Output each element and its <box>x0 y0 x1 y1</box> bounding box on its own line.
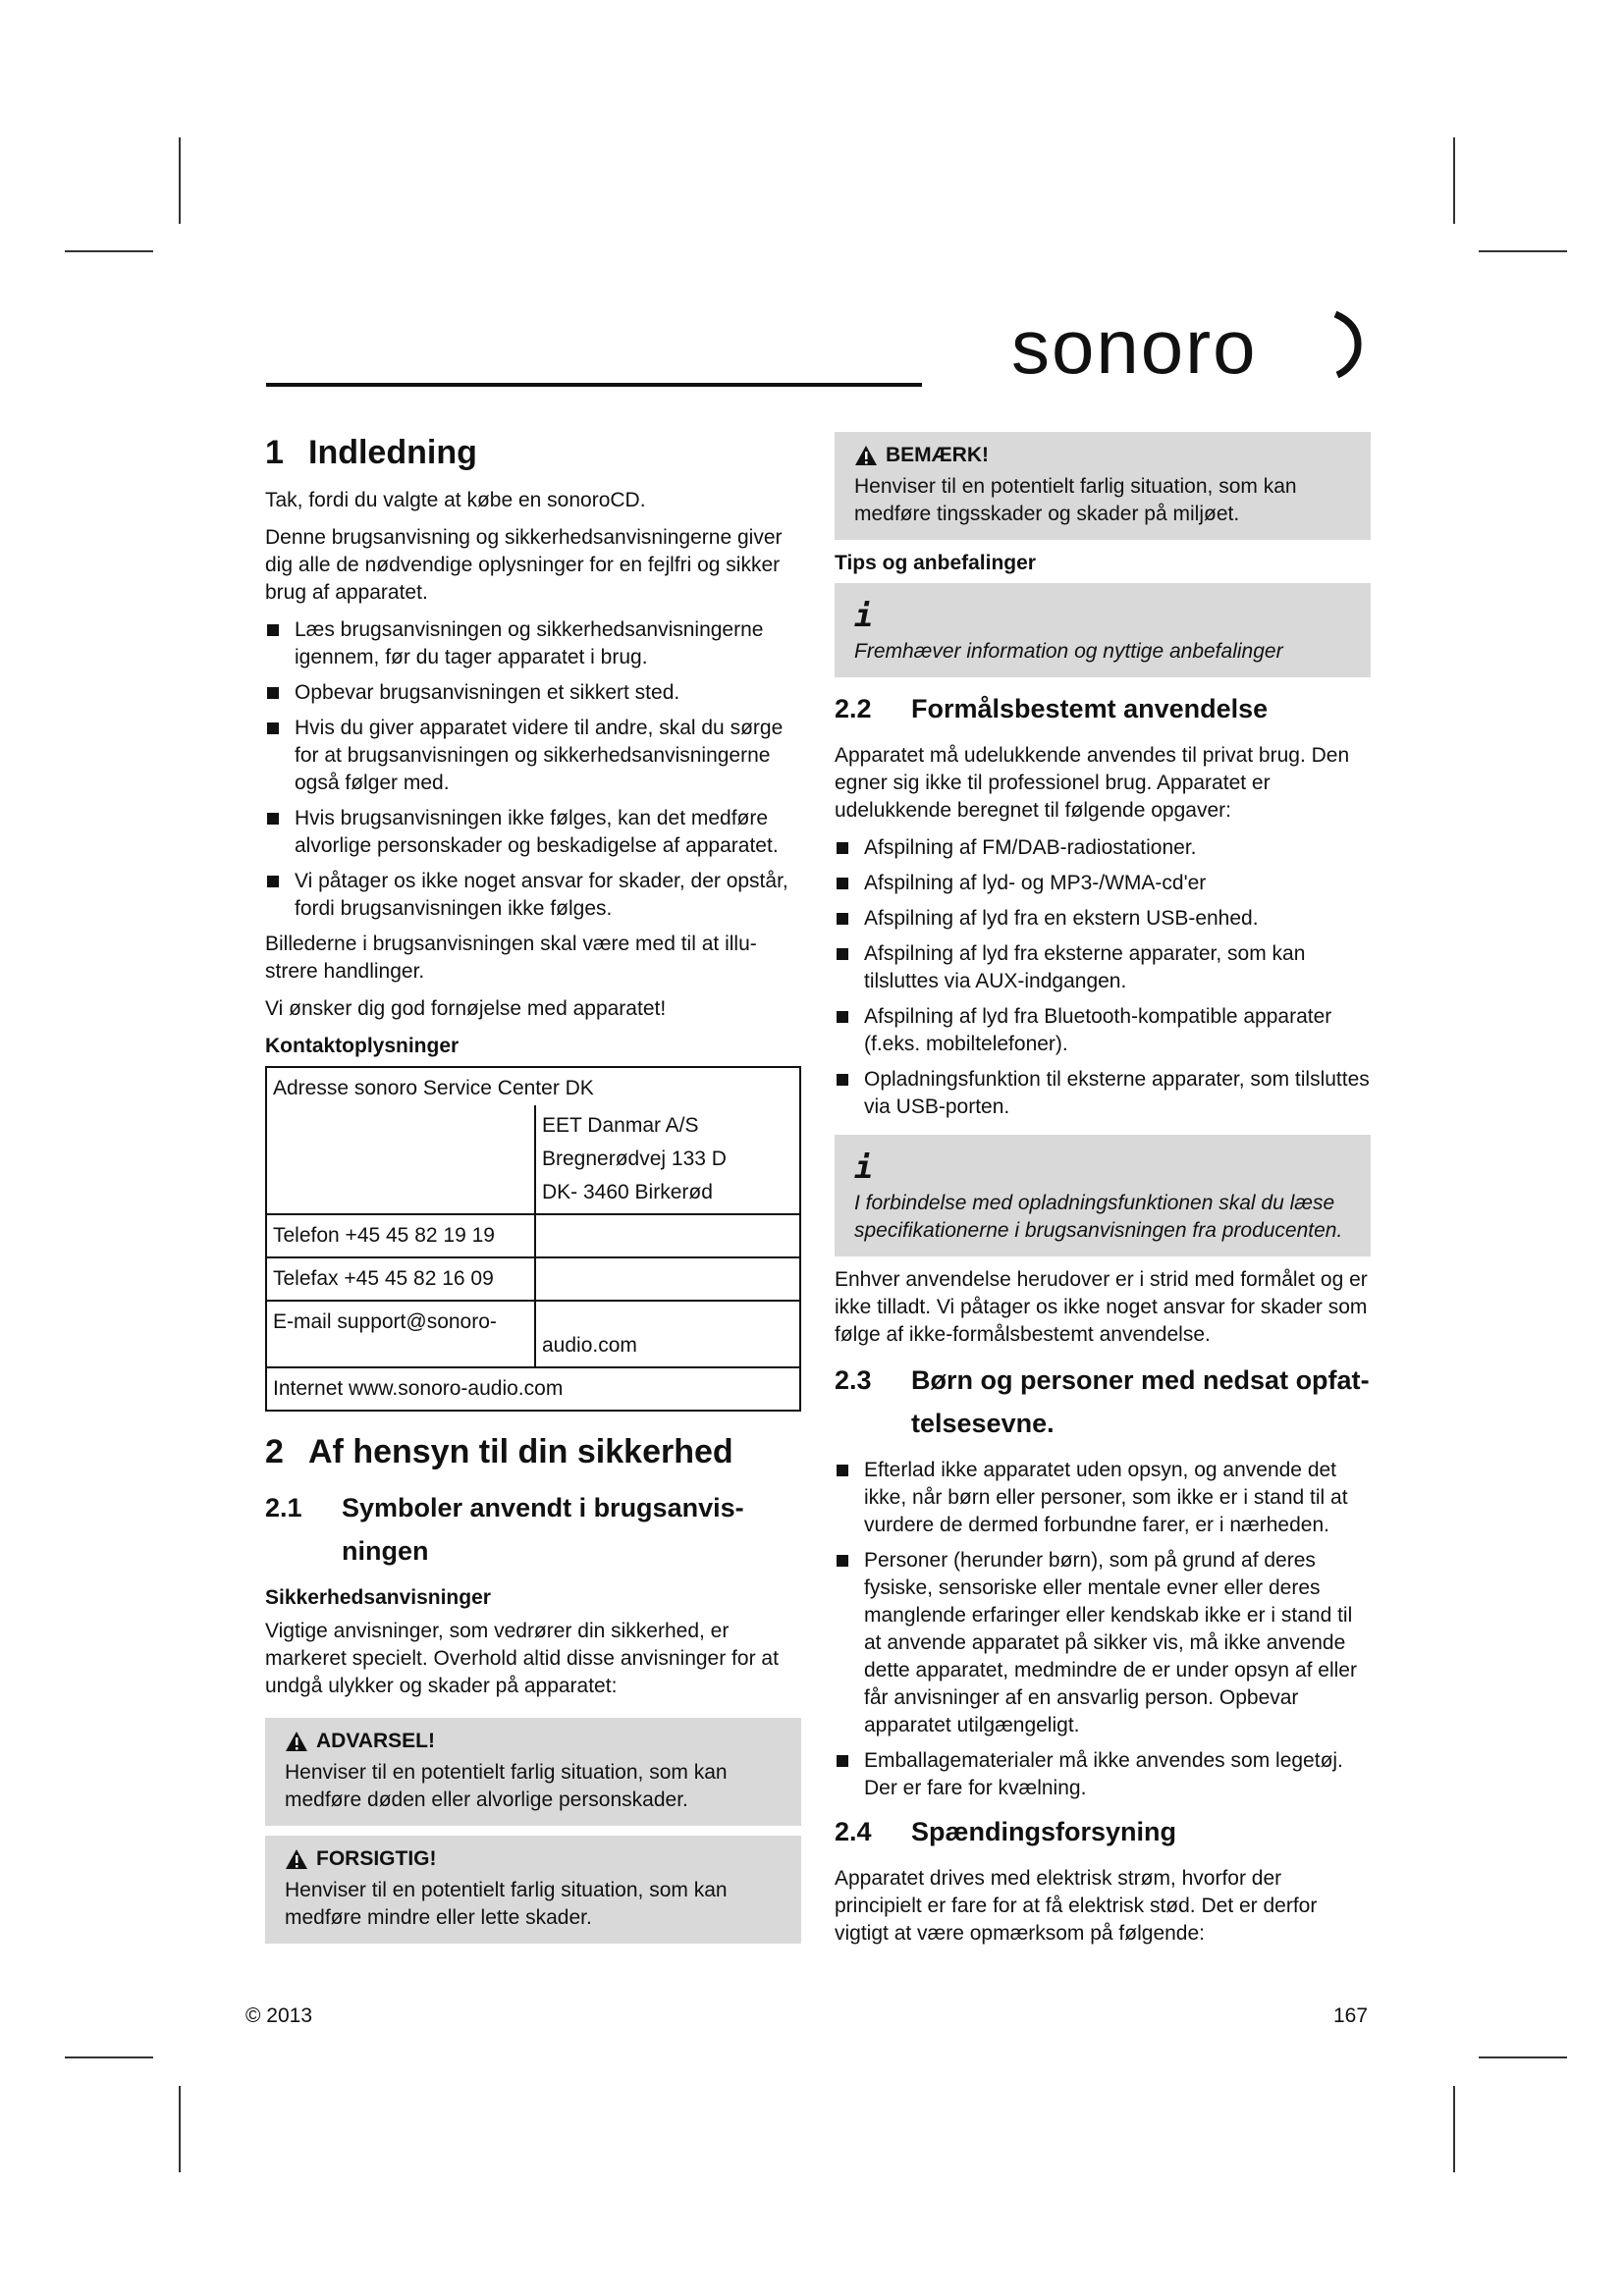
list-item: Afspilning af lyd- og MP3-/WMA-cd'er <box>835 870 1371 897</box>
list-item: Emballagematerialer må ikke anvendes som legetøj. Der er fare for kvælning. <box>835 1747 1371 1802</box>
crop-mark <box>65 250 153 252</box>
misuse-text: Enhver anvendelse herudover er i strid med formålet og er ikke tilladt. Vi påtager os ikke noget ansvar for skader som følge af ikke-formålsbestemt anvendelse. <box>835 1268 1368 1346</box>
page-number: 167 <box>1333 2004 1369 2027</box>
email-rest: audio.com <box>535 1301 800 1367</box>
sonoro-logo <box>1011 306 1375 390</box>
header-rule <box>266 383 922 387</box>
warning-box: ADVARSEL! Henviser til en potentielt farlig situation, som kan medføre døden eller alvorlige personskader. <box>265 1718 801 1826</box>
warning-icon <box>854 445 878 466</box>
intro-text: Tak, fordi du valgte at købe en sonoroCD. <box>265 489 646 511</box>
warning-icon <box>285 1848 308 1870</box>
list-item: Afspilning af lyd fra eksterne apparater, som kan tilsluttes via AUX-indgangen. <box>835 940 1371 995</box>
tips-box: i Fremhæver information og nyttige anbefalinger <box>835 583 1371 677</box>
svg-text:sonoro: sonoro <box>1011 306 1258 385</box>
subsection-2-1: 2.1 Symboler anvendt i brugsanvisningen <box>265 1493 744 1566</box>
list-item: Læs brugsanvisningen og sikkerhedsanvisningerne igennem, før du tager apparatet i brug. <box>265 616 801 671</box>
info-icon: i <box>854 1148 874 1186</box>
list-item: Afspilning af lyd fra en ekstern USB-enhed. <box>835 905 1371 933</box>
address-lines: EET Danmar A/S Bregnerødvej 133 D DK- 3460 Birkerød <box>535 1105 800 1214</box>
list-item: Opladningsfunktion til eksterne apparater, som tilsluttes via USB-porten. <box>835 1066 1371 1121</box>
list-item: Afspilning af lyd fra Bluetooth-kompatible apparater (f.eks. mobiltelefoner). <box>835 1003 1371 1058</box>
subsection-2-4: 2.4 Spændingsforsyning <box>835 1817 1176 1846</box>
use-text: Apparatet må udelukkende anvendes til privat brug. Den egner sig ikke til professionel brug. Apparatet er udelukkende beregnet til følgende opgaver: <box>835 744 1350 822</box>
subsection-2-3: 2.3 Børn og personer med nedsat opfattelsesevne. <box>835 1365 1370 1438</box>
address-label: Adresse sonoro Service Center DK <box>266 1067 800 1105</box>
left-column <box>265 432 801 1953</box>
list-item: Personer (herunder børn), som på grund af deres fysiske, sensoriske eller mentale evner eller deres manglende erfaringer eller kendskab ikke er i stand til at anvende apparatet på sikker vis, må ikke anvende dette apparatet, medmindre de er under opsyn af eller får anvisninger af en ansvarlig person. Opbevar apparatet utilgængeligt. <box>835 1547 1371 1739</box>
safety-text: Vigtige anvisninger, som vedrører din sikkerhed, er markeret specielt. Overhold altid disse anvisninger for at undgå ulykker og skader på apparatet: <box>265 1620 779 1697</box>
contact-heading: Kontaktoplysninger <box>265 1035 460 1057</box>
info-box: i I forbindelse med opladningsfunktionen skal du læse specifikationerne i brugsanvisningen fra producenten. <box>835 1135 1371 1256</box>
phone: Telefon +45 45 82 19 19 <box>266 1214 535 1257</box>
crop-mark <box>179 137 181 224</box>
email-label: E-mail support@sonoro- <box>266 1301 535 1367</box>
crop-mark <box>1453 2086 1455 2172</box>
internet: Internet www.sonoro-audio.com <box>266 1367 800 1411</box>
outro-text: Billederne i brugsanvisningen skal være med til at illustrere handlinger. <box>265 933 757 983</box>
copyright: © 2013 <box>245 2004 313 2027</box>
list-item: Hvis du giver apparatet videre til andre, skal du sørge for at brugsanvisningen og sikkerhedsanvisningerne også følger med. <box>265 715 801 797</box>
safety-heading: Sikkerhedsanvisninger <box>265 1586 491 1609</box>
caution-box: FORSIGTIG! Henviser til en potentielt farlig situation, som kan medføre mindre eller lette skader. <box>265 1836 801 1944</box>
crop-mark <box>1479 250 1567 252</box>
warning-icon <box>285 1731 308 1752</box>
right-column <box>835 432 1371 1957</box>
section-heading-2: 2 Af hensyn til din sikkerhed <box>265 1433 733 1470</box>
power-text: Apparatet drives med elektrisk strøm, hvorfor der principielt er fare for at få elektrisk stød. Det er derfor vigtigt at være opmærksom på følgende: <box>835 1867 1318 1945</box>
list-item: Hvis brugsanvisningen ikke følges, kan det medføre alvorlige personskader og beskadigelse af apparatet. <box>265 805 801 860</box>
crop-mark <box>65 2056 153 2058</box>
note-box: BEMÆRK! Henviser til en potentielt farlig situation, som kan medføre tingsskader og skader på miljøet. <box>835 432 1371 540</box>
subsection-2-2: 2.2 Formålsbestemt anvendelse <box>835 694 1269 723</box>
crop-mark <box>179 2086 181 2172</box>
fax: Telefax +45 45 82 16 09 <box>266 1257 535 1301</box>
intro-text: Denne brugsanvisning og sikkerhedsanvisningerne giver dig alle de nødvendige oplysninger for en fejlfri og sikker brug af apparatet. <box>265 526 783 604</box>
crop-mark <box>1479 2056 1567 2058</box>
outro-text: Vi ønsker dig god fornøjelse med apparatet! <box>265 997 667 1020</box>
list-item: Opbevar brugsanvisningen et sikkert sted. <box>265 679 801 707</box>
list-item: Efterlad ikke apparatet uden opsyn, og anvende det ikke, når børn eller personer, som ikke er i stand til at vurdere de dermed forbundne farer, er i nærheden. <box>835 1457 1371 1539</box>
crop-mark <box>1453 137 1455 224</box>
info-icon: i <box>854 597 874 634</box>
contact-table <box>265 1066 801 1412</box>
list-item: Vi påtager os ikke noget ansvar for skader, der opstår, fordi brugsanvisningen ikke følges. <box>265 868 801 923</box>
tips-heading: Tips og anbefalinger <box>835 552 1036 574</box>
section-heading-1: 1 Indledning <box>265 434 477 471</box>
list-item: Afspilning af FM/DAB-radiostationer. <box>835 834 1371 862</box>
